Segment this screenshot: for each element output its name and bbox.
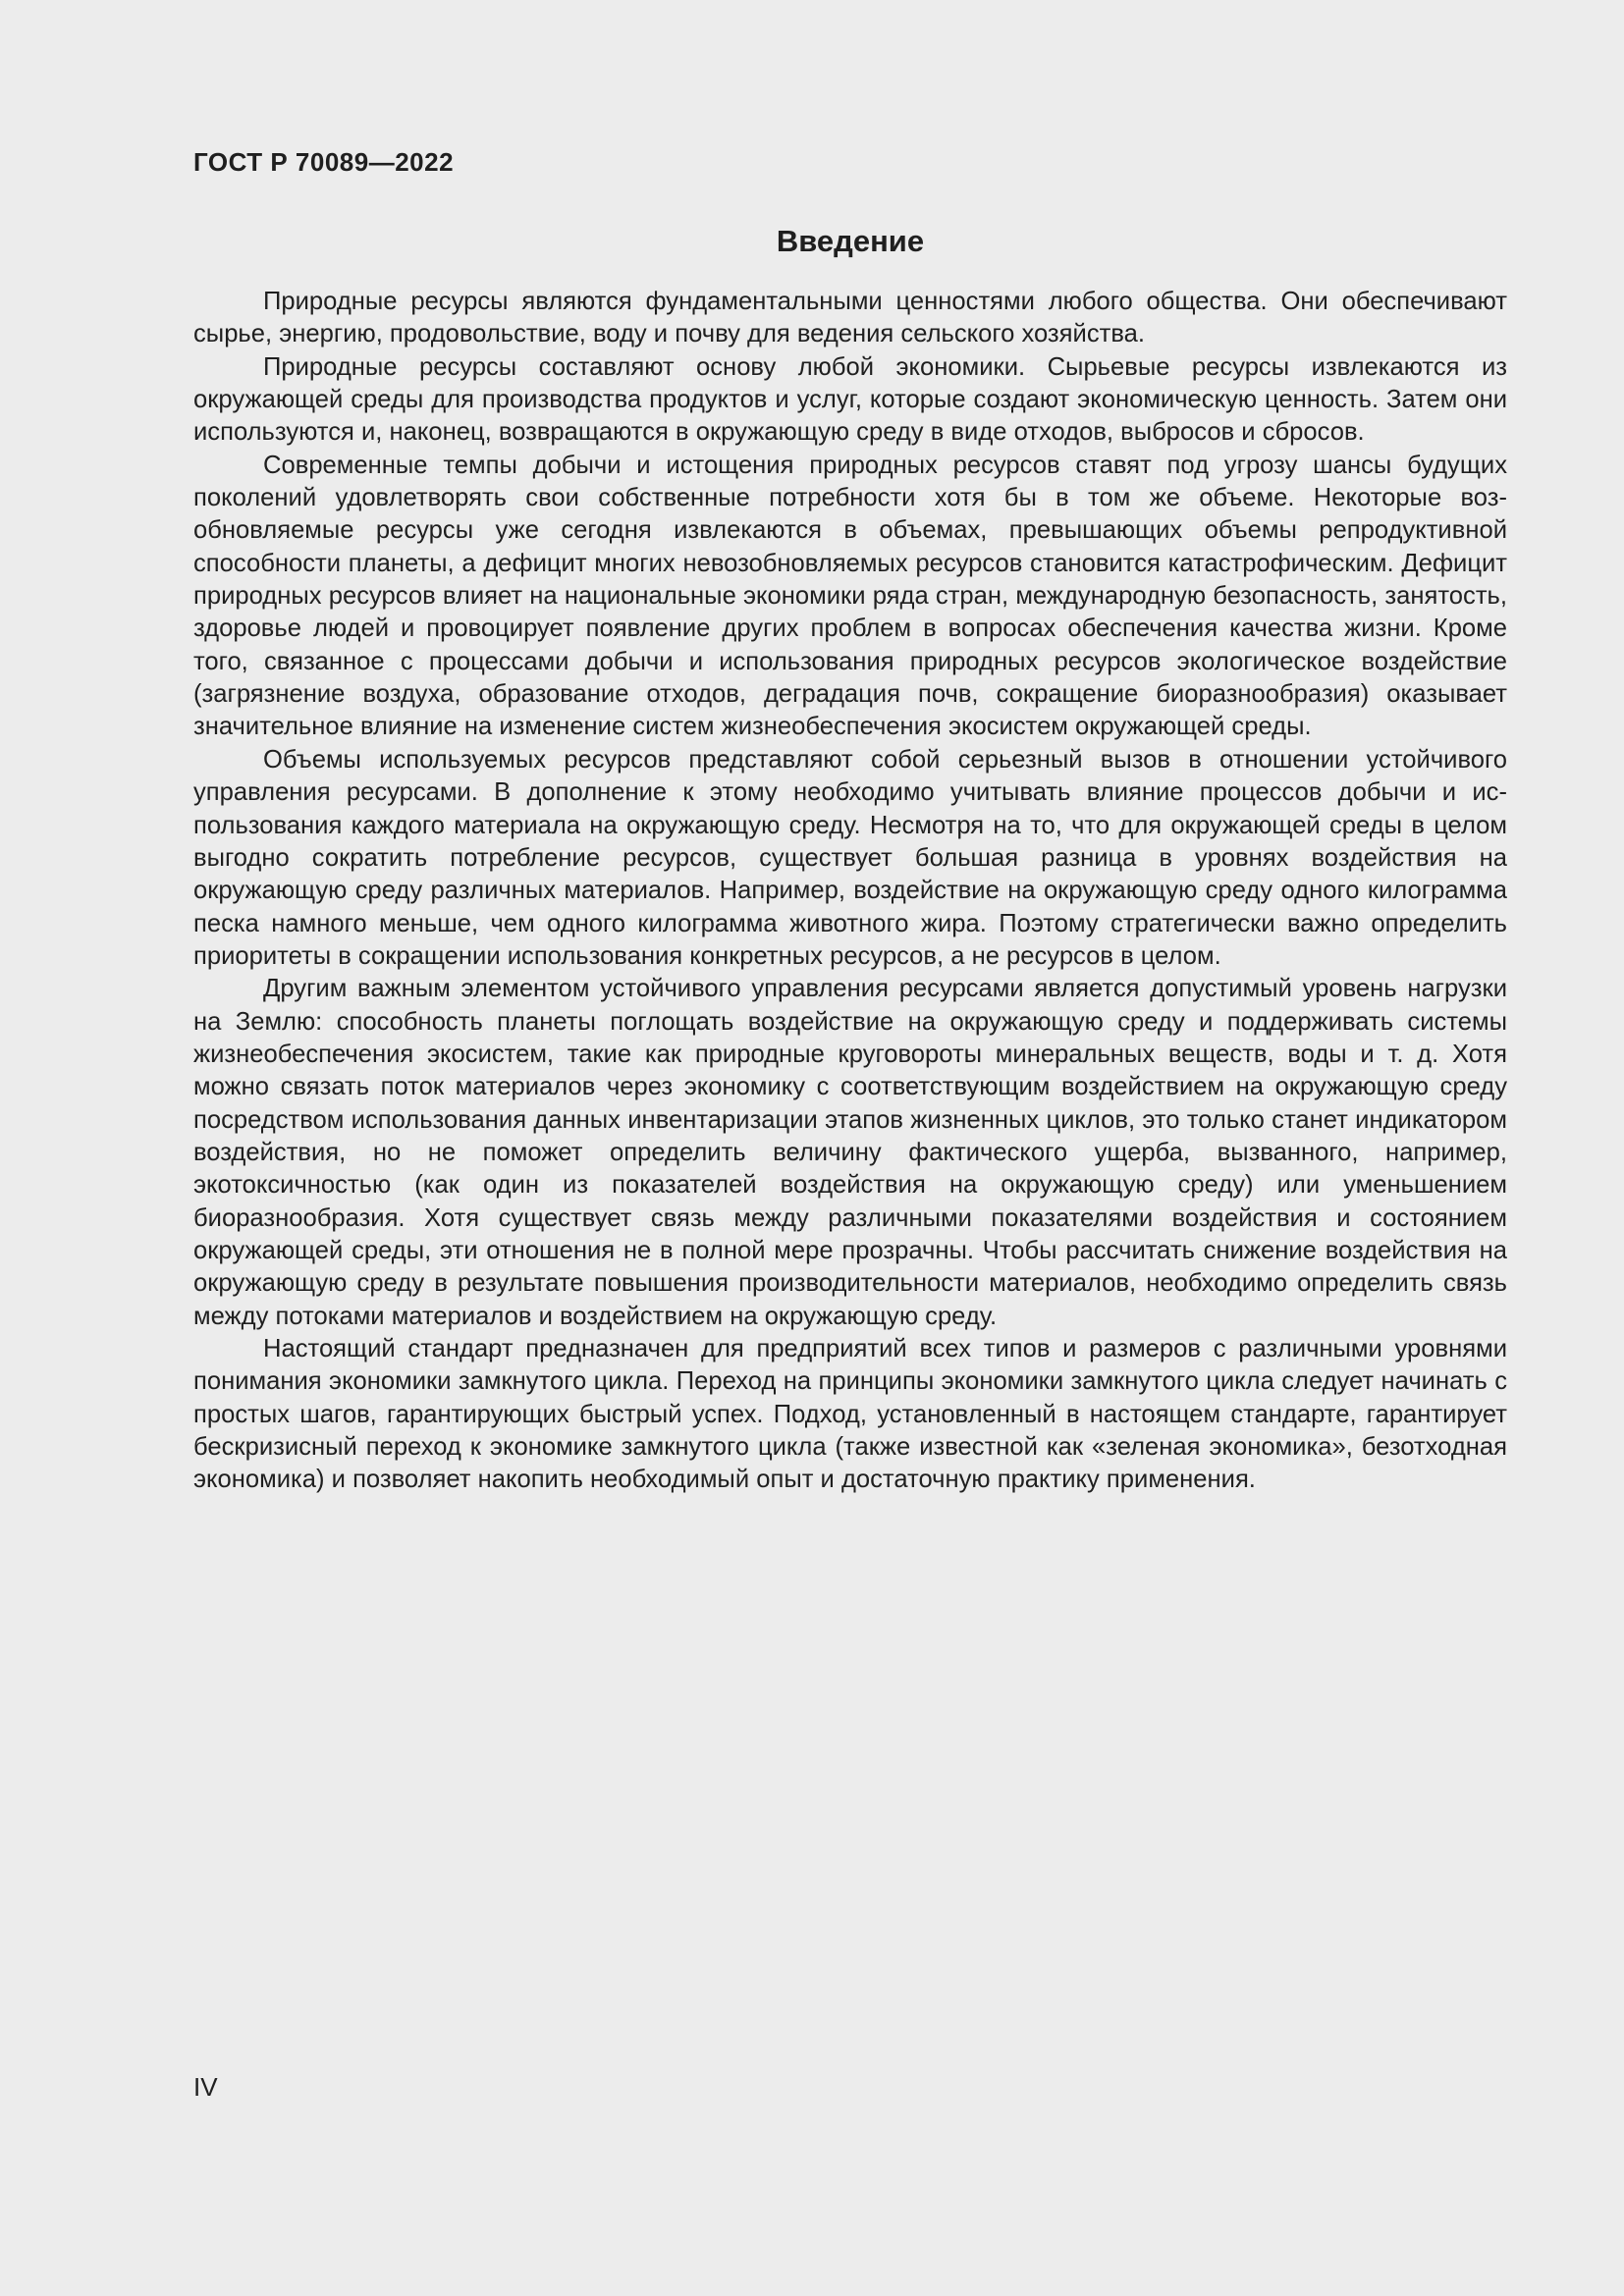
document-code: ГОСТ Р 70089—2022 <box>193 147 455 177</box>
page-number: IV <box>193 2072 218 2102</box>
paragraph: Объемы используемых ресурсов представляют собой серьезный вызов в отношении устойчивого управления ресурсами. В дополнение к этому необходимо учитывать влияние процессов добычи и использования каждого материала на окружающую среду. Несмотря на то, что для окружающей среды в целом выгодно сократить потребление ресурсов, существует большая разница в уровнях воздействия на окружающую среду различных материалов. Например, воздействие на окружающую среду одного килограмма песка намного меньше, чем одного килограмма животного жира. Поэтому стратегически важно определить приоритеты в сокращении использования конкретных ресурсов, а не ресурсов в целом. <box>193 745 1507 970</box>
paragraph: Другим важным элементом устойчивого управления ресурсами является допустимый уровень нагрузки на Землю: способность планеты поглощать воздействие на окружающую среду и поддерживать системы жизнеобеспечения экосистем, такие как природные круговороты минеральных веществ, воды и т. д. Хотя можно связать поток материалов через экономику с соответствующим воздействием на окружающую среду посредством использования данных инвентаризации этапов жизненных циклов, это только станет индикатором воздействия, но не поможет определить величину фактического ущерба, вызванного, например, экотоксичностью (как один из показателей воздействия на окружающую среду) или уменьшением биоразнообразия. Хотя существует связь между различными показателями воздействия и состоянием окружающей среды, эти отношения не в полной мере прозрачны. Чтобы рассчитать снижение воздействия на окружающую среду в результате повышения производительности материалов, необходимо определить связь между потоками материалов и воздействием на окружающую среду. <box>193 975 1507 1330</box>
body-text <box>193 286 1507 1497</box>
paragraph: Природные ресурсы являются фундаментальными ценностями любого общества. Они обеспечивают сырье, энергию, продовольствие, воду и почву для ведения сельского хозяйства. <box>193 288 1507 348</box>
section-title: Введение <box>776 224 925 258</box>
paragraph: Современные темпы добычи и истощения природных ресурсов ставят под угрозу шансы будущих поколений удовлетворять свои собственные потребности хотя бы в том же объеме. Некоторые возобновляемые ресурсы уже сегодня извлекаются в объемах, превышающих объемы репродуктивной способности планеты, а дефицит многих невозобновляемых ресурсов становится катастрофическим. Дефицит природных ресурсов влияет на национальные экономики ряда стран, международную безопасность, занятость, здоровье людей и провоцирует появление других проблем в вопросах обеспечения качества жизни. Кроме того, связанное с процессами добычи и использования природных ресурсов экологическое воздействие (загрязнение воздуха, образование отходов, деградация почв, сокращение биоразнообразия) оказывает значительное влияние на изменение систем жизнеобеспечения экосистем окружающей среды. <box>193 451 1507 741</box>
paragraph: Настоящий стандарт предназначен для предприятий всех типов и размеров с различными уровнями понимания экономики замкнутого цикла. Переход на принципы экономики замкнутого цикла следует начинать с простых шагов, гарантирующих быстрый успех. Подход, установленный в настоящем стандарте, гарантирует бескризисный переход к экономике замкнутого цикла (также известной как «зеленая экономика», безотходная экономика) и позволяет накопить необходимый опыт и достаточную практику применения. <box>193 1335 1507 1494</box>
paragraph: Природные ресурсы составляют основу любой экономики. Сырьевые ресурсы извлекаются из окружающей среды для производства продуктов и услуг, которые создают экономическую ценность. Затем они используются и, наконец, возвращаются в окружающую среду в виде отходов, выбросов и сбросов. <box>193 352 1507 447</box>
